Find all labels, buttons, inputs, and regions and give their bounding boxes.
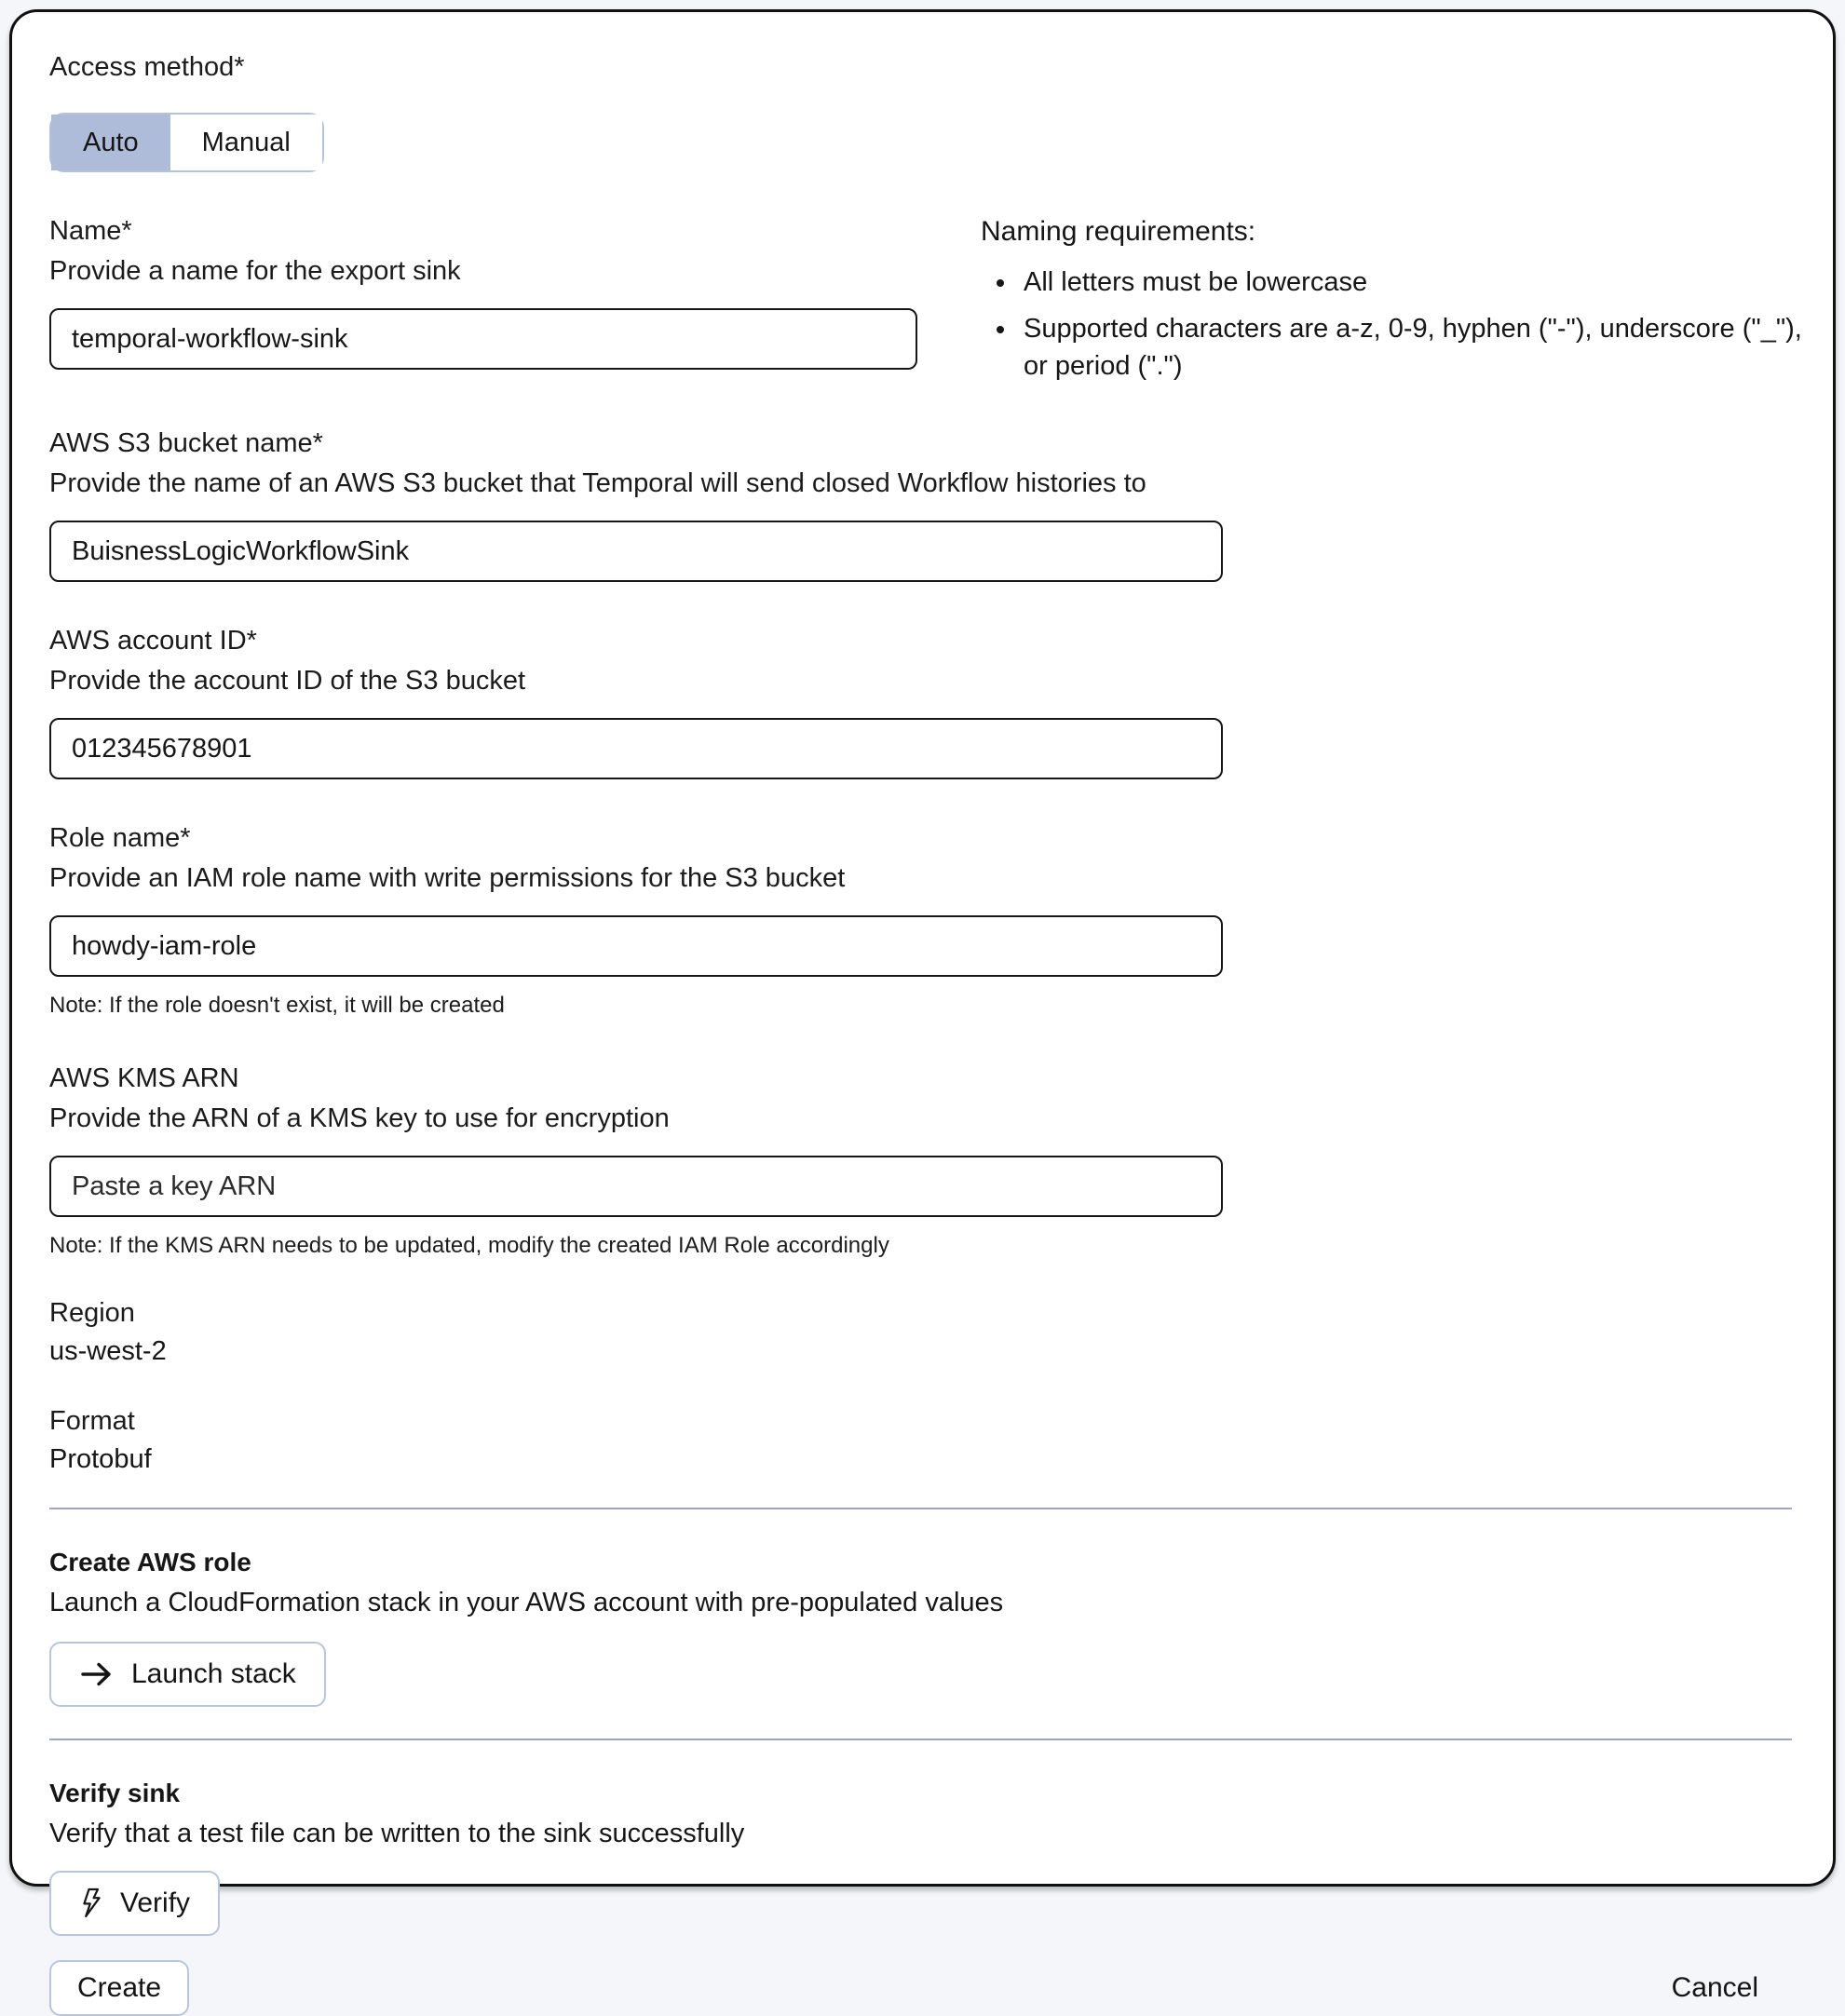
verify-button[interactable]: [49, 1871, 220, 1936]
launch-stack-label: Launch stack: [131, 1658, 296, 1689]
kms-input[interactable]: [49, 1156, 1223, 1217]
bucket-input[interactable]: [49, 521, 1223, 582]
account-field-group: [49, 625, 1805, 779]
verify-sink-title: Verify sink: [49, 1779, 181, 1807]
naming-requirement-item: • All letters must be lowercase: [1018, 264, 1805, 301]
divider: [49, 1739, 1792, 1740]
region-field: [49, 1297, 1805, 1368]
naming-requirements-list: [981, 264, 1805, 385]
role-note: Note: If the role doesn't exist, it will be created: [49, 993, 505, 1018]
access-method-toggle: [49, 113, 324, 172]
create-label: Create: [77, 1972, 162, 2003]
kms-description: Provide the ARN of a KMS key to use for encryption: [49, 1103, 670, 1133]
role-label: Role name*: [49, 823, 191, 853]
cancel-button[interactable]: Cancel: [1671, 1972, 1758, 2003]
format-label: Format: [49, 1406, 135, 1436]
arrow-right-icon: [79, 1659, 115, 1689]
account-input[interactable]: [49, 718, 1223, 779]
format-field: [49, 1405, 1805, 1476]
naming-requirement-item: • Supported characters are a-z, 0-9, hyphen ("-"), underscore ("_"), or period ("."): [1018, 310, 1805, 385]
region-value: us-west-2: [49, 1336, 167, 1366]
name-label: Name*: [49, 216, 132, 246]
account-label: AWS account ID*: [49, 626, 257, 656]
role-description: Provide an IAM role name with write permissions for the S3 bucket: [49, 863, 846, 893]
format-value: Protobuf: [49, 1444, 152, 1474]
name-field-group: [49, 215, 917, 370]
launch-stack-button[interactable]: [49, 1642, 326, 1707]
region-label: Region: [49, 1298, 135, 1328]
kms-label: AWS KMS ARN: [49, 1063, 239, 1093]
name-row: [49, 215, 1805, 385]
bucket-description: Provide the name of an AWS S3 bucket that Temporal will send closed Workflow histories to: [49, 468, 1146, 498]
create-role-description: Launch a CloudFormation stack in your AWS account with pre-populated values: [49, 1588, 1004, 1617]
role-field-group: [49, 822, 1805, 1020]
access-method-option-auto[interactable]: Auto: [51, 115, 170, 170]
export-sink-form-card: [9, 9, 1836, 2003]
verify-label: Verify: [120, 1887, 191, 1918]
bucket-field-group: [49, 427, 1805, 582]
create-role-title: Create AWS role: [49, 1548, 251, 1576]
kms-note: Note: If the KMS ARN needs to be updated, modify the created IAM Role accordingly: [49, 1233, 889, 1258]
name-input[interactable]: [49, 308, 917, 370]
divider: [49, 1508, 1792, 1509]
name-description: Provide a name for the export sink: [49, 256, 461, 286]
verify-sink-description: Verify that a test file can be written to the sink successfully: [49, 1819, 745, 1848]
footer-actions: [49, 1960, 1792, 2016]
naming-requirements-title: Naming requirements:: [981, 216, 1256, 247]
naming-requirements: [917, 215, 1805, 385]
bucket-label: AWS S3 bucket name*: [49, 428, 323, 458]
create-button[interactable]: [49, 1960, 189, 2016]
kms-field-group: [49, 1062, 1805, 1260]
access-method-option-manual[interactable]: Manual: [170, 115, 322, 170]
account-description: Provide the account ID of the S3 bucket: [49, 666, 526, 696]
create-role-section: [49, 1547, 1805, 1707]
role-input[interactable]: [49, 915, 1223, 977]
access-method-label: Access method*: [49, 52, 245, 82]
lightning-icon: [79, 1887, 103, 1920]
verify-sink-section: [49, 1778, 1805, 1936]
